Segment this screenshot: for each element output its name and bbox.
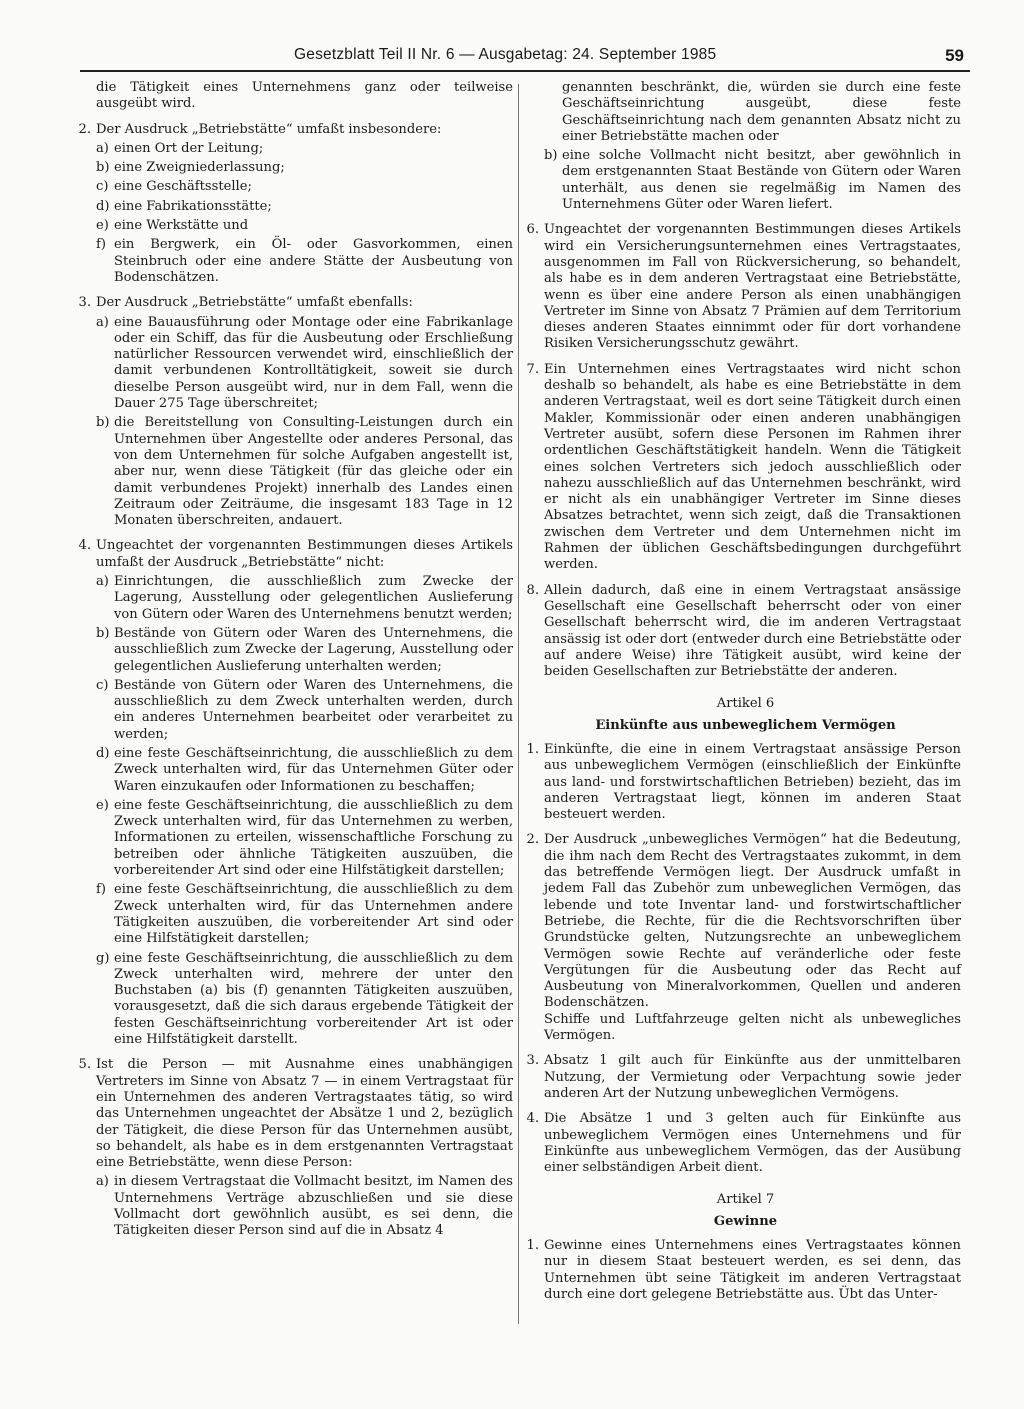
paragraph-number: 3.: [78, 295, 91, 311]
list-item: [96, 315, 513, 413]
article-6-paragraph-4: [526, 1111, 961, 1176]
item-label: a): [96, 574, 109, 590]
item-label: c): [96, 677, 109, 693]
list-item: [96, 882, 513, 947]
item-label: a): [96, 140, 109, 156]
item-label: d): [96, 198, 110, 214]
list-item: [96, 179, 513, 195]
article-6-title: Artikel 6: [716, 696, 775, 712]
paragraph-text: Der Ausdruck „unbewegliches Vermögen“ hat die Bedeutung, die ihm nach dem Recht des Vertragstaates zukommt, in dem das betreffende Vermögen liegt. Der Ausdruck umfaßt in jedem Fall das Zubehör zum unbeweglichen Vermögen, das lebende und tote Inventar land- und forstwirtschaftlicher Betriebe, die Rechte, für die die Rechtsvorschriften über Grundstücke gelten, Nutzungsrechte an unbeweglichem Vermögen sowie Rechte auf veränderliche oder feste Vergütungen für die Ausbeutung oder das Recht auf Ausbeutung von Mineralvorkommen, Quellen und anderen Bodenschätzen.: [544, 832, 961, 1011]
paragraph-lead: Der Ausdruck „Betriebstätte“ umfaßt ebenfalls:: [96, 295, 413, 311]
item-text: eine feste Geschäftseinrichtung, die ausschließlich zu dem Zweck unterhalten wird, für das Unternehmen zu werben, Informationen zu erteilen, wissenschaftliche Forschung zu betreiben oder ähnliche Tätigkeiten auszuüben, die vorbereitender Art sind oder eine Hilfstätigkeit darstellen;: [114, 797, 513, 879]
item-label: g): [96, 950, 110, 966]
item-text: Bestände von Gütern oder Waren des Unternehmens, die ausschließlich zu dem Zweck unterhalten werden, durch ein anderes Unternehmen bearbeitet oder verarbeitet zu werden;: [114, 677, 513, 742]
paragraph-2: [78, 121, 513, 287]
item-label: d): [96, 745, 110, 761]
paragraph-number: 4.: [526, 1111, 539, 1127]
item-label: b): [96, 625, 110, 641]
item-label: e): [96, 218, 109, 234]
paragraph-lead: Ungeachtet der vorgenannten Bestimmungen dieses Artikels umfaßt der Ausdruck „Betriebstätte“ nicht:: [96, 538, 513, 570]
article-6-paragraph-1: [526, 741, 961, 823]
item-label: b): [544, 148, 558, 164]
list-item: [544, 148, 961, 213]
paragraph-lead: Ist die Person — mit Ausnahme eines unabhängigen Vertreters im Sinne von Absatz 7 — in einem Vertragstaat für ein Unternehmen des anderen Vertragstaates tätig, so wird das Unternehmen ungeachtet der Absätze 1 und 2, bezüglich der Tätigkeit, die diese Person für das Unternehmen ausübt, so behandelt, als habe es in dem erstgenannten Vertragstaat eine Betriebstätte, wenn diese Person:: [96, 1057, 513, 1171]
paragraph-number: 2.: [526, 832, 539, 848]
paragraph-text: Absatz 1 gilt auch für Einkünfte aus der unmittelbaren Nutzung, der Vermietung oder Verpachtung sowie jeder anderen Art der Nutzung unbeweglichen Vermögens.: [544, 1053, 961, 1101]
paragraph-number: 5.: [78, 1057, 91, 1073]
paragraph-text: Gewinne eines Unternehmens eines Vertragstaates können nur in diesem Staat besteuert werden, es sei denn, das Unternehmen übt seine Tätigkeit im anderen Vertragstaat durch eine dort gelegene Betriebstätte aus. Übt das Unter-: [544, 1238, 961, 1302]
paragraph-4: [78, 538, 513, 1048]
paragraph-8: [526, 582, 961, 681]
article-6-paragraph-3: [526, 1053, 961, 1102]
list-item: [96, 678, 513, 743]
paragraph-number: 1.: [526, 1238, 539, 1253]
item-label: f): [96, 882, 106, 898]
item-text: eine Bauausführung oder Montage oder eine Fabrikanlage oder ein Schiff, das für die Ausbeutung oder Erschließung natürlicher Ressourcen verwendet wird, einschließlich der damit verbundenen Kontrolltätigkeit, soweit sie durch dieselbe Person ausgeübt wird, nur in dem Fall, wenn die Dauer 275 Tage überschreitet;: [114, 314, 513, 412]
paragraph-number: 7.: [526, 361, 539, 377]
paragraph-lead: Der Ausdruck „Betriebstätte“ umfaßt insbesondere:: [96, 121, 442, 137]
item-text: in diesem Vertragstaat die Vollmacht besitzt, im Namen des Unternehmens Verträge abzuschließen und sie diese Vollmacht dort gewöhnlich ausübt, es sei denn, die Tätigkeiten dieser Person sind auf die in Absatz 4: [114, 1174, 513, 1239]
list-item: [96, 160, 513, 176]
item-label: c): [96, 179, 109, 195]
item-label: f): [96, 237, 106, 253]
item-text: eine Fabrikationsstätte;: [114, 198, 272, 214]
paragraph-text: Ein Unternehmen eines Vertragstaates wird nicht schon deshalb so behandelt, als habe es eine Betriebstätte in dem anderen Vertragstaat, weil es dort seine Tätigkeit durch einen Makler, Kommissionär oder einen anderen unabhängigen Vertreter ausübt, sofern diese Personen im Rahmen ihrer ordentlichen Geschäftstätigkeit handeln. Wenn die Tätigkeit eines solchen Vertreters sich jedoch ausschließlich oder nahezu ausschließlich auf das Unternehmen beschränkt, wird er nicht als ein unabhängiger Vertreter im Sinne dieses Absatzes betrachtet, wenn sich zeigt, daß die Transaktionen zwischen dem Vertreter und dem Unternehmen nicht im Rahmen der üblichen Geschäftsbedingungen durchgeführt werden.: [544, 361, 961, 573]
continuation-text: genannten beschränkt, die, würden sie durch eine feste Geschäftseinrichtung ausgeübt, diese feste Geschäftseinrichtung nach dem genannten Absatz nicht zu einer Betriebstätte machen oder: [562, 80, 961, 144]
paragraph-number: 6.: [526, 222, 539, 238]
paragraph-7: [526, 361, 961, 574]
list-item: [96, 415, 513, 529]
item-text: Bestände von Gütern oder Waren des Unternehmens, die ausschließlich zum Zwecke der Lagerung, Ausstellung oder gelegentlichen Auslieferung unterhalten werden;: [114, 625, 513, 674]
paragraph-number: 1.: [526, 741, 539, 757]
right-column: [526, 80, 961, 1312]
article-7-title: Artikel 7: [716, 1192, 775, 1208]
item-label: e): [96, 797, 109, 813]
item-text: eine Werkstätte und: [114, 218, 249, 234]
column-divider: [518, 84, 519, 1324]
paragraph-5: [78, 1057, 513, 1239]
paragraph-6: [526, 222, 961, 352]
item-label: b): [96, 415, 110, 431]
list-item: [96, 798, 513, 879]
list-item: [96, 141, 513, 157]
paragraph-text: Allein dadurch, daß eine in einem Vertragstaat ansässige Gesellschaft eine Gesellschaft beherrscht oder von einer Gesellschaft beherrscht wird, die im anderen Vertragstaat ansässig ist oder dort (entweder durch eine Betriebstätte oder auf andere Weise) ihre Tätigkeit ausübt, wird keine der beiden Gesellschaften zur Betriebstätte der anderen.: [544, 582, 961, 680]
left-column: [78, 80, 513, 1249]
page-header: [80, 40, 970, 72]
item-text: einen Ort der Leitung;: [114, 140, 264, 156]
list-item: [96, 218, 513, 234]
item-text: eine Geschäftsstelle;: [114, 179, 252, 195]
item-text: eine Zweigniederlassung;: [114, 160, 285, 176]
item-text: Einrichtungen, die ausschließlich zum Zwecke der Lagerung, Ausstellung oder gelegentlichen Auslieferung von Gütern oder Waren des Unternehmens benutzt werden;: [114, 574, 513, 622]
item-text: eine solche Vollmacht nicht besitzt, aber gewöhnlich in dem erstgenannten Staat Bestände von Gütern oder Waren unterhält, aus denen sie regelmäßig im Namen des Unternehmens Güter oder Waren liefert.: [562, 148, 961, 213]
item-text: eine feste Geschäftseinrichtung, die ausschließlich zu dem Zweck unterhalten wird, für das Unternehmen andere Tätigkeiten auszuüben, die vorbereitender Art sind oder eine Hilfstätigkeit darstellen;: [114, 882, 513, 947]
article-7-paragraph-1: [526, 1238, 961, 1303]
paragraph-text: Einkünfte, die eine in einem Vertragstaat ansässige Person aus unbeweglichem Vermögen (einschließlich der Einkünfte aus land- und forstwirtschaftlichen Betrieben) bezieht, das im anderen Vertragstaat liegt, können im anderen Staat besteuert werden.: [544, 741, 961, 823]
paragraph-number: 8.: [526, 582, 539, 598]
item-label: a): [96, 1174, 109, 1190]
paragraph-text: Ungeachtet der vorgenannten Bestimmungen dieses Artikels wird ein Versicherungsunternehmen eines Vertragstaates, ausgenommen im Fall von Rückversicherung, so behandelt, als habe es in dem anderen Vertragstaat eine Betriebstätte, wenn es über eine andere Person als einen unabhängigen Vertreter im Sinne von Absatz 7 Prämien auf dem Territorium dieses anderen Staates einnimmt oder für dort vorhandene Risiken Versicherungsschutz gewährt.: [544, 222, 961, 352]
paragraph-number: 4.: [78, 538, 91, 554]
item-text: eine feste Geschäftseinrichtung, die ausschließlich zu dem Zweck unterhalten wird, für das Unternehmen Güter oder Waren einzukaufen oder Informationen zu beschaffen;: [114, 745, 513, 794]
list-item: [96, 199, 513, 215]
list-item: [96, 951, 513, 1049]
paragraph-number: 3.: [526, 1053, 539, 1069]
article-6-subtitle: Einkünfte aus unbeweglichem Vermögen: [595, 717, 896, 733]
page-number: 59: [945, 46, 964, 65]
item-text: ein Bergwerk, ein Öl- oder Gasvorkommen, einen Steinbruch oder eine andere Stätte der Ausbeutung von Bodenschätzen.: [114, 237, 513, 285]
list-item: [96, 626, 513, 675]
paragraph-3: [78, 295, 513, 529]
header-title: Gesetzblatt Teil II Nr. 6 — Ausgabetag: 24. September 1985: [294, 46, 717, 63]
list-item: [96, 237, 513, 286]
list-item: [96, 746, 513, 795]
paragraph-text: Die Absätze 1 und 3 gelten auch für Einkünfte aus unbeweglichem Vermögen eines Unternehmens und für Einkünfte aus unbeweglichem Vermögen, das der Ausübung einer selbständigen Arbeit dient.: [544, 1111, 961, 1176]
item-text: die Bereitstellung von Consulting-Leistungen durch ein Unternehmen über Angestellte oder anderes Personal, das von dem Unternehmen für solche Aufgaben angestellt ist, aber nur, wenn diese Tätigkeit (für das gleiche oder ein damit verbundenes Projekt) innerhalb des Landes einen Zeitraum oder Zeiträume, die insgesamt 183 Tage in 12 Monaten überschreiten, andauert.: [114, 415, 513, 529]
continuation-block: [530, 80, 961, 213]
item-text: eine feste Geschäftseinrichtung, die ausschließlich zu dem Zweck unterhalten wird, mehrere der unter den Buchstaben (a) bis (f) genannten Tätigkeiten auszuüben, vorausgesetzt, daß die sich daraus ergebende Tätigkeit der festen Geschäftseinrichtung vorbereitender Art ist oder eine Hilfstätigkeit darstellt.: [114, 950, 513, 1048]
paragraph-extra-text: Schiffe und Luftfahrzeuge gelten nicht als unbewegliches Vermögen.: [544, 1011, 961, 1044]
paragraph-number: 2.: [78, 121, 91, 137]
item-label: b): [96, 160, 110, 176]
article-6-paragraph-2: [526, 832, 961, 1044]
list-item: [96, 574, 513, 623]
list-item: [96, 1174, 513, 1239]
article-7-subtitle: Gewinne: [713, 1213, 778, 1229]
continuation-text: die Tätigkeit eines Unternehmens ganz oder teilweise ausgeübt wird.: [96, 80, 513, 112]
item-label: a): [96, 314, 109, 330]
